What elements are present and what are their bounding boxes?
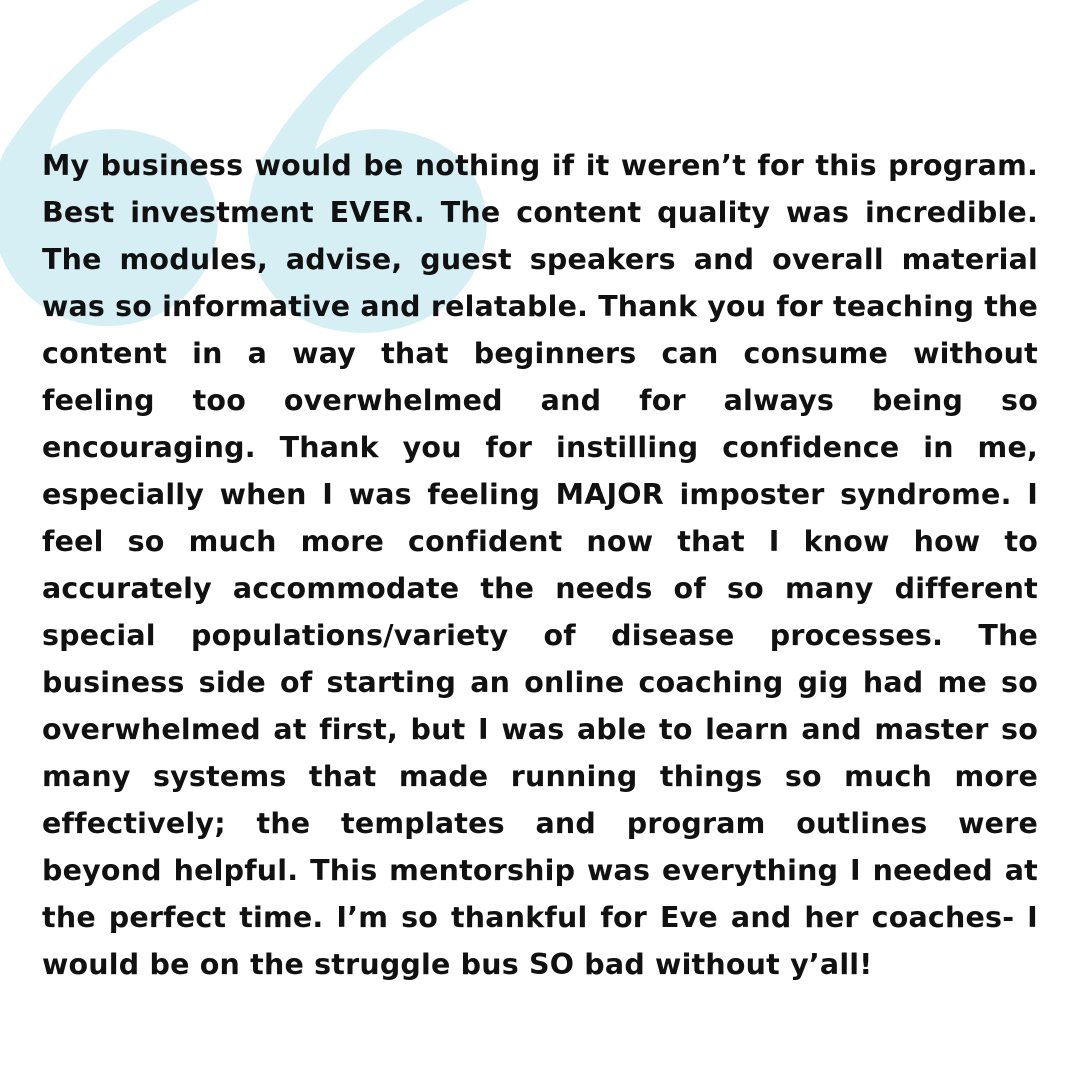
testimonial-line: effectively; the templates and program outlines were bbox=[42, 807, 1038, 840]
testimonial-line: would be on the struggle bus SO bad without y’all! bbox=[42, 948, 873, 981]
testimonial-line: beyond helpful. This mentorship was everything I needed at bbox=[42, 854, 1038, 887]
testimonial-line: Best investment EVER. The content quality was incredible. bbox=[42, 196, 1038, 229]
testimonial-line: encouraging. Thank you for instilling confidence in me, bbox=[42, 431, 1038, 464]
testimonial-line: The modules, advise, guest speakers and overall material bbox=[42, 243, 1038, 276]
testimonial-line: My business would be nothing if it weren’t for this program. bbox=[42, 149, 1038, 182]
testimonial-line: especially when I was feeling MAJOR imposter syndrome. I bbox=[42, 478, 1038, 511]
testimonial-line: accurately accommodate the needs of so many different bbox=[42, 572, 1038, 605]
testimonial-line: was so informative and relatable. Thank you for teaching the bbox=[42, 290, 1038, 323]
testimonial-line: business side of starting an online coaching gig had me so bbox=[42, 666, 1038, 699]
testimonial-line: many systems that made running things so much more bbox=[42, 760, 1038, 793]
testimonial-line: overwhelmed at first, but I was able to learn and master so bbox=[42, 713, 1038, 746]
testimonial-line: special populations/variety of disease processes. The bbox=[42, 619, 1038, 652]
testimonial-text bbox=[42, 142, 1038, 988]
testimonial-line: content in a way that beginners can consume without bbox=[42, 337, 1038, 370]
testimonial-line: feeling too overwhelmed and for always being so bbox=[42, 384, 1038, 417]
testimonial-line: feel so much more confident now that I know how to bbox=[42, 525, 1038, 558]
testimonial-line: the perfect time. I’m so thankful for Eve and her coaches- I bbox=[42, 901, 1038, 934]
